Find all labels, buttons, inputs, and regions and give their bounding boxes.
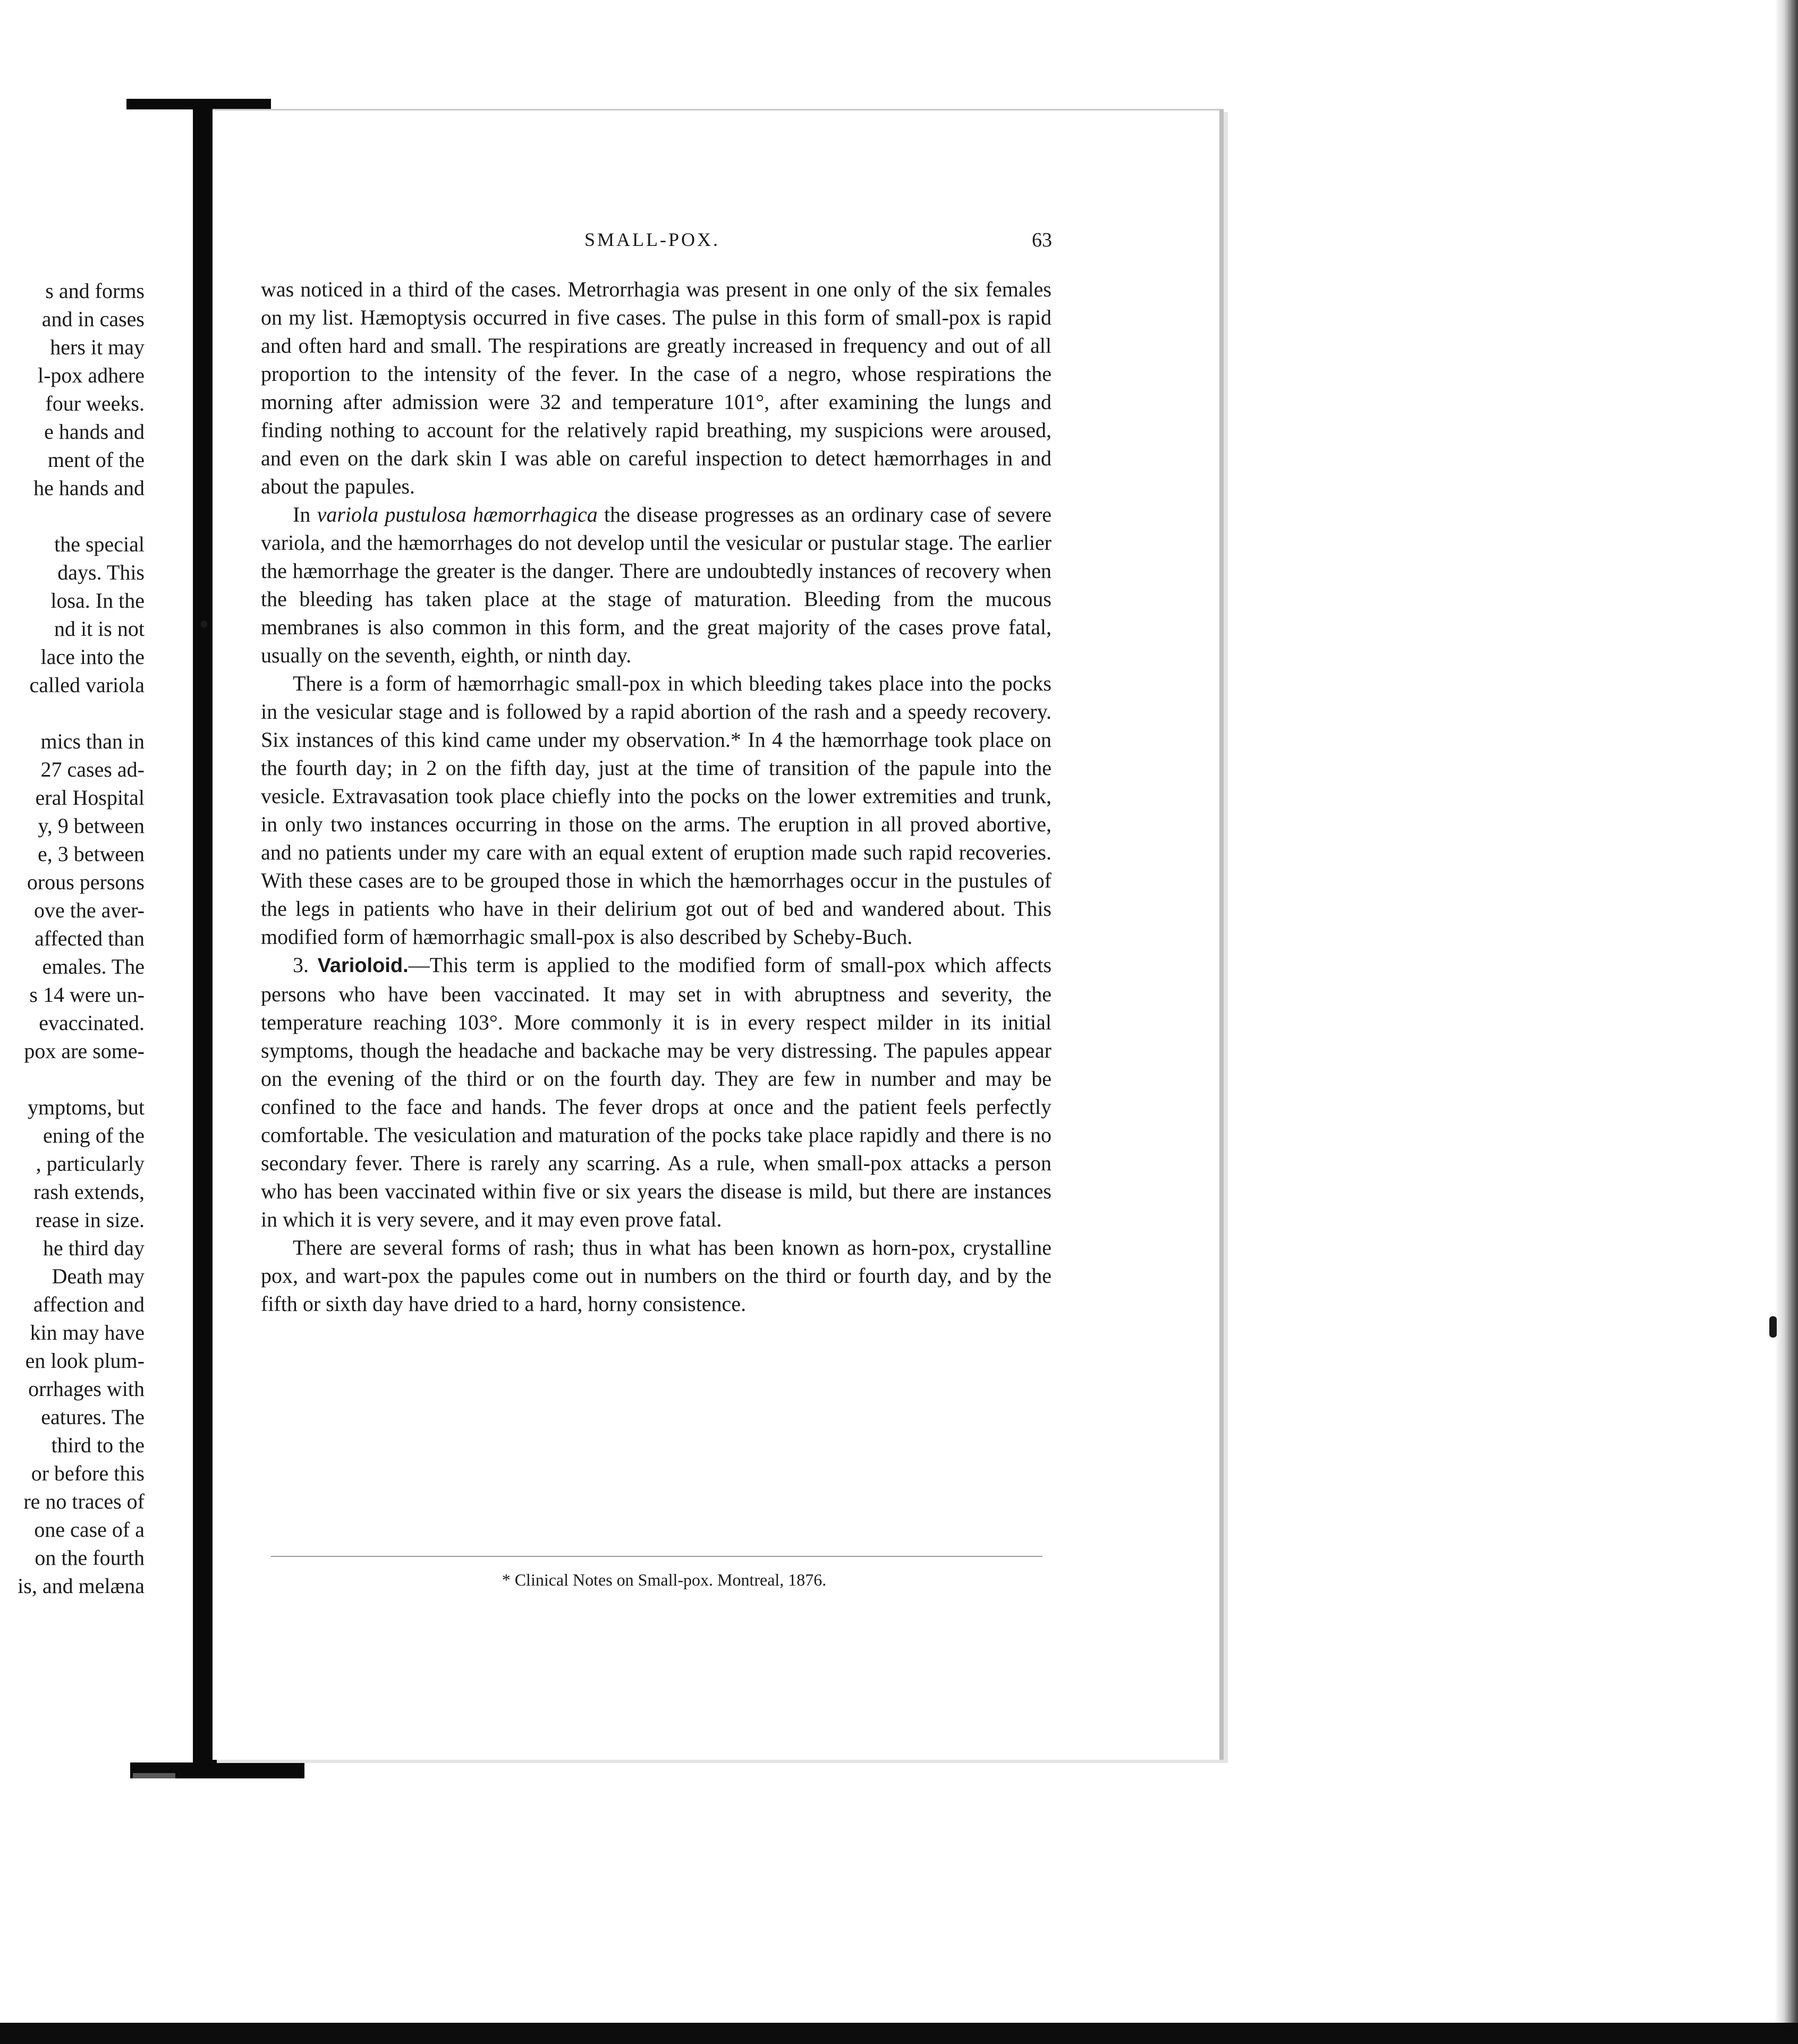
left-page-line: e, 3 between (37, 842, 145, 866)
paragraph-text: —This term is applied to the modified form of small-pox which affects persons who have been vaccinated. It may set in with abruptness and severity, the temperature reaching 103°. More commonly it is in every respect milder in its initial symptoms, though the headache and backache may be very distressing. The papules appear on the evening of the third or on the fourth day. They are few in number and may be confined to the face and hands. The fever drops at once and the patient feels perfectly comfortable. The vesiculation and maturation of the pocks take place rapidly and there is no secondary fever. There is rarely any scarring. As a rule, when small-pox attacks a person who has been vaccinated within five or six years the disease is mild, but there are instances in which it is very severe, and it may even prove fatal. (261, 953, 1052, 1231)
paragraph-text: the disease progresses as an ordinary case of severe variola, and the hæmorrhages do not develop until the vesicular or pustular stage. The earlier the hæmorrhage the greater is the danger. There are undoubtedly instances of recovery when the bleeding has taken place at the stage of maturation. Bleeding from the mucous membranes is also common in this form, and the great majority of the cases prove fatal, usually on the seventh, eighth, or ninth day. (261, 503, 1051, 667)
left-page-line: ment of the (47, 448, 145, 472)
left-page-line: orous persons (27, 870, 145, 894)
section-heading: Varioloid. (317, 955, 409, 977)
page-number: 63 (1032, 229, 1052, 251)
left-page-line: en look plum- (25, 1349, 145, 1373)
left-page-line: emales. The (42, 955, 145, 978)
left-page-line: mics than in (40, 729, 145, 753)
paragraph-varioloid (261, 951, 1051, 1233)
left-page-line: days. This (57, 560, 145, 584)
left-page-line: nd it is not (54, 617, 145, 641)
body-text (261, 275, 1051, 1318)
left-page-line: evaccinated. (39, 1011, 145, 1035)
left-page-line: orrhages with (28, 1377, 145, 1401)
paragraph-lead-word: In (293, 503, 311, 526)
left-page-line: rease in size. (35, 1208, 145, 1232)
running-head (213, 228, 1219, 256)
left-page-line: is, and melæna (18, 1574, 145, 1598)
left-page-line: l-pox adhere (37, 363, 145, 387)
footnote-rule (271, 1556, 1042, 1557)
paragraph-rash-forms: There are several forms of rash; thus in what has been known as horn-pox, crystalline pox, and wart-pox the papules come out in numbers on the third or fourth day, and by the fifth or sixth day have dried to a hard, horny consistence. (261, 1236, 1051, 1316)
left-page-line: eatures. The (41, 1405, 145, 1429)
left-page-line: 27 cases ad- (40, 757, 145, 781)
left-page-line: or before this (31, 1461, 145, 1485)
left-page-line: pox are some- (24, 1039, 145, 1063)
left-page-line: four weeks. (45, 391, 145, 415)
left-page-line: affected than (35, 926, 145, 950)
left-page-line: one case of a (34, 1518, 145, 1541)
left-page-line: and in cases (41, 307, 145, 331)
left-page-line: third to the (51, 1433, 145, 1457)
left-page-line: ymptoms, but (27, 1095, 145, 1119)
left-page-line: he third day (43, 1236, 145, 1260)
left-page-line: e hands and (44, 420, 145, 444)
left-page-line: rash extends, (33, 1180, 145, 1204)
left-page-line: eral Hospital (35, 786, 145, 810)
paragraph-haemorrhagic-form: There is a form of hæmorrhagic small-pox in which bleeding takes place into the pocks in the vesicular stage and is followed by a rapid abortion of the rash and a speedy recovery. Six instances of this kind came under my observation.* In 4 the hæmorrhage took place on the fourth day; in 2 on the fifth day, just at the time of transition of the papule into the vesicle. Extravasation took place chiefly into the pocks on the lower extremities and trunk, in only two instances occurring in those on the arms. The eruption in all proved abortive, and no patients under my care with an equal extent of eruption made such rapid recoveries. With these cases are to be grouped those in which the hæmorrhages occur in the pustules of the legs in patients who have in their delirium got out of bed and wandered about. This modified form of hæmorrhagic small-pox is also described by Scheby-Buch. (261, 671, 1051, 949)
left-page-line: losa. In the (50, 589, 145, 612)
left-page-line: on the fourth (35, 1546, 145, 1570)
book-page (213, 109, 1224, 1760)
left-page-line: lace into the (40, 645, 145, 669)
left-page-line: ove the aver- (34, 898, 145, 922)
scan-edge-bottom (0, 2023, 1798, 2044)
left-page-line: hers it may (50, 335, 145, 359)
left-page-line: re no traces of (23, 1489, 145, 1513)
left-page-line: kin may have (30, 1321, 145, 1344)
running-title: SMALL-POX. (584, 229, 720, 250)
paragraph-variola-pustulosa (261, 500, 1051, 669)
left-page-line: s and forms (45, 279, 145, 303)
book-clamp-shadow (133, 1773, 175, 1778)
left-page-line: s 14 were un- (29, 983, 145, 1007)
footnote: * Clinical Notes on Small-pox. Montreal, 1876. (502, 1570, 827, 1589)
left-page-line: he hands and (33, 476, 145, 500)
scan-edge-right (1775, 0, 1798, 2044)
scan-speck (1769, 1316, 1777, 1338)
left-page-line: Death may (52, 1264, 145, 1288)
left-page-fragment (0, 277, 154, 1616)
paragraph-haemoptysis: was noticed in a third of the cases. Metrorrhagia was present in one only of the six females on my list. Hæmoptysis occurred in five cases. The pulse in this form of small-pox is rapid and often hard and small. The respirations are greatly increased in frequency and out of all proportion to the intensity of the fever. In the case of a negro, whose respirations the morning after admission were 32 and temperature 101°, after examining the lungs and finding nothing to account for the relatively rapid breathing, my suspicions were aroused, and even on the dark skin I was able on careful inspection to detect hæmorrhages in and about the papules. (261, 277, 1051, 498)
section-number: 3. (293, 953, 309, 977)
left-page-line: y, 9 between (38, 814, 145, 838)
left-page-line: , particularly (36, 1152, 145, 1176)
left-page-line: called variola (29, 673, 145, 697)
left-page-line: affection and (33, 1292, 145, 1316)
left-page-line: the special (54, 532, 145, 556)
left-page-line: ening of the (43, 1123, 145, 1147)
scan-speck (201, 620, 207, 628)
italic-term: variola pustulosa hæmorrhagica (317, 503, 598, 526)
